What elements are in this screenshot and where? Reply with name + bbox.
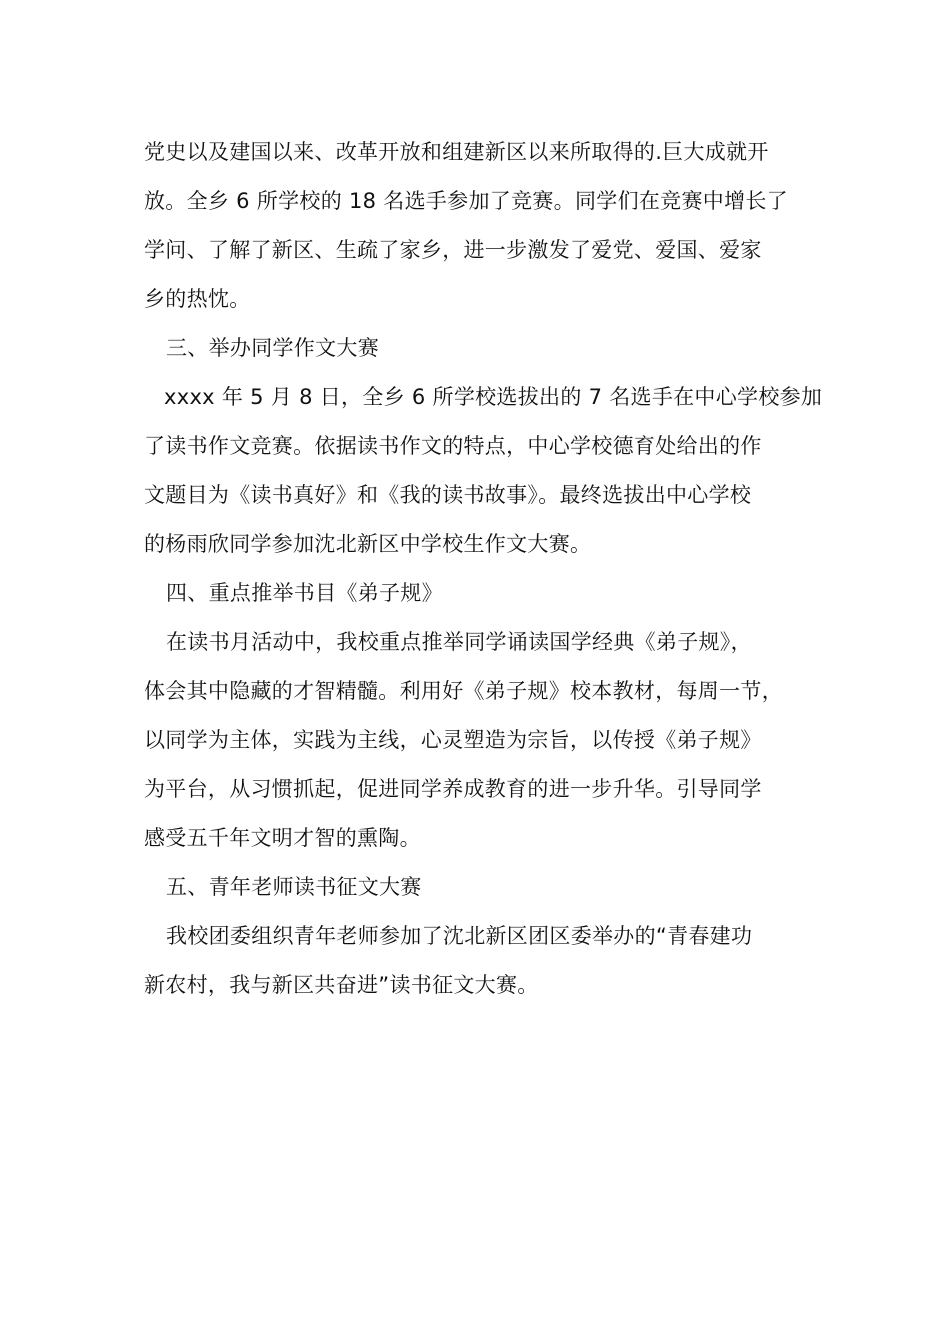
body-line: 感受五千年文明才智的熏陶。 (144, 826, 421, 850)
body-line: 在读书月活动中，我校重点推举同学诵读国学经典《弟子规》， (166, 630, 752, 654)
body-line: 以同学为主体，实践为主线，心灵塑造为宗旨，以传授《弟子规》 (144, 728, 762, 752)
body-line: 为平台，从习惯抓起，促进同学养成教育的进一步升华。引导同学 (144, 777, 762, 801)
document-body (144, 128, 834, 1010)
body-line: 了读书作文竞赛。依据读书作文的特点，中心学校德育处给出的作 (144, 434, 762, 458)
body-line: 的杨雨欣同学参加沈北新区中学校生作文大赛。 (144, 532, 592, 556)
body-line: 体会其中隐藏的才智精髓。利用好《弟子规》校本教材，每周一节， (144, 679, 783, 703)
section-heading-4: 四、重点推举书目《弟子规》 (166, 581, 443, 605)
body-line: 新农村，我与新区共奋进”读书征文大赛。 (144, 973, 539, 997)
body-line: 学问、了解了新区、生疏了家乡，进一步激发了爱党、爱国、爱家 (144, 238, 762, 262)
body-line: 文题目为《读书真好》和《我的读书故事》。最终选拔出中心学校 (144, 483, 752, 507)
body-line: 放。全乡 6 所学校的 18 名选手参加了竞赛。同学们在竞赛中增长了 (144, 189, 788, 213)
body-line: 乡的热忱。 (144, 287, 251, 311)
body-line: xxxx 年 5 月 8 日，全乡 6 所学校选拔出的 7 名选手在中心学校参加 (164, 385, 823, 409)
section-heading-3: 三、举办同学作文大赛 (166, 336, 379, 360)
body-line: 党史以及建国以来、改革开放和组建新区以来所取得的.巨大成就开 (144, 140, 769, 164)
body-line: 我校团委组织青年老师参加了沈北新区团区委举办的“青春建功 (166, 924, 753, 948)
section-heading-5: 五、青年老师读书征文大赛 (166, 875, 422, 899)
